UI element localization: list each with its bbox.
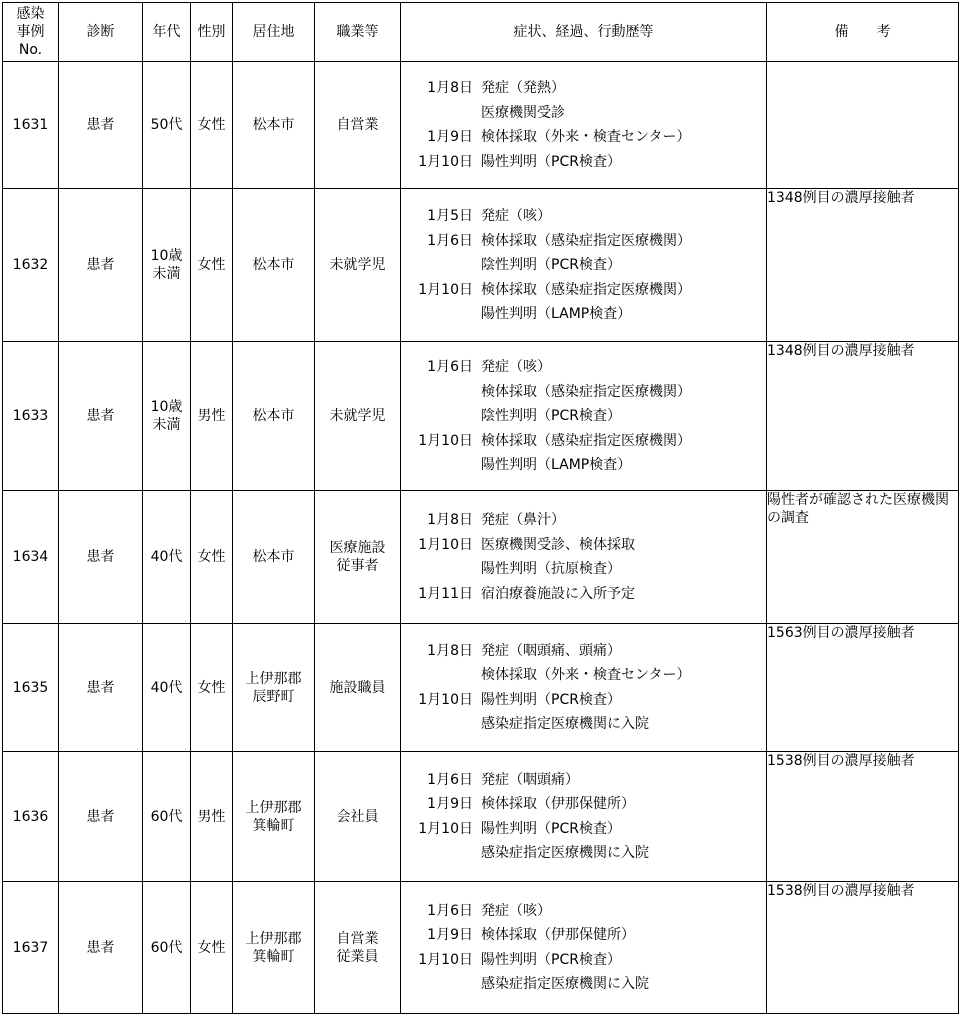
sex-cell: 男性	[191, 342, 233, 491]
age-cell-line: 未満	[152, 417, 181, 433]
history-text: 発症（鼻汁）	[481, 512, 565, 529]
occupation-cell	[315, 752, 401, 882]
history-text: 発症（咽頭痛、頭痛）	[481, 642, 621, 659]
history-entry	[401, 899, 766, 924]
history-entry	[401, 379, 766, 404]
residence-cell-line: 上伊那郡	[245, 670, 302, 687]
history-date: 1月10日	[418, 281, 473, 298]
diagnosis-cell: 患者	[59, 491, 143, 624]
age-cell	[143, 752, 191, 882]
age-cell	[143, 882, 191, 1014]
occupation-cell-line: 医療施設	[329, 540, 386, 556]
residence-cell-line: 松本市	[252, 117, 295, 133]
occupation-cell-line: 従事者	[336, 558, 379, 574]
history-cell	[401, 342, 767, 491]
occupation-cell	[315, 491, 401, 624]
occupation-cell	[315, 624, 401, 752]
diagnosis-cell: 患者	[59, 752, 143, 882]
age-cell	[143, 491, 191, 624]
history-date: 1月9日	[427, 129, 473, 146]
occupation-cell-line: 施設職員	[329, 679, 386, 696]
occupation-cell-line: 未就学児	[329, 257, 386, 273]
history-text: 陽性判明（LAMP検査）	[481, 306, 632, 322]
history-date: 1月5日	[427, 208, 473, 224]
history-cell	[401, 752, 767, 882]
table-row	[3, 342, 959, 491]
occupation-cell-line: 未就学児	[329, 408, 386, 424]
history-date: 1月11日	[418, 585, 473, 602]
age-cell-line: 40代	[150, 549, 183, 565]
age-cell	[143, 189, 191, 342]
sex-cell: 女性	[191, 189, 233, 342]
header-occupation: 職業等	[315, 3, 401, 62]
diagnosis-cell: 患者	[59, 342, 143, 491]
history-cell	[401, 62, 767, 189]
history-entry	[401, 453, 766, 478]
history-entry	[401, 508, 766, 533]
table-row	[3, 752, 959, 882]
case-no-cell: 1635	[3, 624, 59, 752]
age-cell-line: 60代	[150, 939, 183, 956]
note-cell: 1538例目の濃厚接触者	[767, 752, 959, 882]
history-entry	[401, 277, 766, 302]
table-row	[3, 491, 959, 624]
history-text: 医療機関受診、検体採取	[481, 536, 635, 553]
case-table	[2, 2, 959, 1014]
history-text: 陽性判明（PCR検査）	[481, 691, 621, 708]
history-date: 1月8日	[427, 80, 473, 97]
history-entry	[401, 712, 766, 737]
occupation-cell	[315, 62, 401, 189]
history-entry	[401, 768, 766, 793]
case-no-cell: 1637	[3, 882, 59, 1014]
header-notes	[767, 3, 959, 62]
age-cell-line: 未満	[152, 266, 181, 282]
history-entry	[401, 355, 766, 380]
history-text: 発症（咳）	[481, 208, 551, 224]
history-text: 宿泊療養施設に入所予定	[481, 585, 635, 602]
case-no-cell: 1631	[3, 62, 59, 189]
residence-cell-line: 辰野町	[252, 688, 295, 705]
note-cell: 1348例目の濃厚接触者	[767, 342, 959, 491]
residence-cell	[233, 882, 315, 1014]
history-date: 1月10日	[418, 820, 473, 837]
history-text: 陽性判明（PCR検査）	[481, 820, 621, 837]
history-entry	[401, 533, 766, 558]
history-cell	[401, 624, 767, 752]
history-entry	[401, 639, 766, 664]
history-text: 陽性判明（LAMP検査）	[481, 457, 632, 473]
case-no-cell: 1633	[3, 342, 59, 491]
residence-cell	[233, 342, 315, 491]
sex-cell: 女性	[191, 62, 233, 189]
history-date: 1月6日	[427, 902, 473, 919]
residence-cell-line: 箕輪町	[252, 817, 295, 834]
history-text: 検体採取（感染症指定医療機関）	[481, 383, 691, 400]
history-date: 1月10日	[418, 691, 473, 708]
history-date: 1月6日	[427, 771, 473, 788]
age-cell	[143, 342, 191, 491]
history-entry	[401, 792, 766, 817]
sex-cell: 女性	[191, 624, 233, 752]
case-no-cell: 1636	[3, 752, 59, 882]
history-text: 感染症指定医療機関に入院	[481, 976, 649, 993]
occupation-cell-line: 従業員	[336, 948, 379, 965]
residence-cell	[233, 752, 315, 882]
age-cell-line: 60代	[150, 808, 183, 825]
residence-cell	[233, 624, 315, 752]
occupation-cell-line: 自営業	[336, 930, 379, 947]
residence-cell-line: 上伊那郡	[245, 930, 302, 947]
residence-cell-line: 箕輪町	[252, 948, 295, 965]
history-entry	[401, 404, 766, 429]
table-row	[3, 189, 959, 342]
header-case-no-line: 感染	[16, 6, 45, 22]
residence-cell-line: 松本市	[252, 549, 295, 565]
history-text: 感染症指定医療機関に入院	[481, 716, 649, 733]
history-text: 陽性判明（抗原検査）	[481, 561, 621, 578]
history-entry	[401, 150, 766, 175]
history-text: 医療機関受診	[481, 104, 565, 121]
table-row	[3, 624, 959, 752]
age-cell	[143, 62, 191, 189]
history-text: 感染症指定医療機関に入院	[481, 845, 649, 862]
note-cell: 1538例目の濃厚接触者	[767, 882, 959, 1014]
age-cell-line: 40代	[150, 679, 183, 696]
history-text: 陰性判明（PCR検査）	[481, 408, 621, 424]
history-text: 検体採取（感染症指定医療機関）	[481, 432, 691, 449]
table-row	[3, 882, 959, 1014]
residence-cell	[233, 189, 315, 342]
age-cell-line: 10歳	[150, 248, 183, 264]
residence-cell	[233, 491, 315, 624]
history-text: 陽性判明（PCR検査）	[481, 153, 621, 170]
occupation-cell	[315, 342, 401, 491]
header-case-no	[3, 3, 59, 62]
history-entry	[401, 582, 766, 607]
history-entry	[401, 76, 766, 101]
history-entry	[401, 253, 766, 278]
history-text: 発症（発熱）	[481, 80, 565, 97]
history-entry	[401, 663, 766, 688]
history-entry	[401, 228, 766, 253]
case-no-cell: 1634	[3, 491, 59, 624]
residence-cell-line: 松本市	[252, 408, 295, 424]
history-entry	[401, 557, 766, 582]
residence-cell-line: 上伊那郡	[245, 799, 302, 816]
history-cell	[401, 882, 767, 1014]
history-text: 陰性判明（PCR検査）	[481, 257, 621, 273]
occupation-cell-line: 会社員	[336, 808, 379, 825]
history-text: 検体採取（伊那保健所）	[481, 927, 635, 944]
history-text: 検体採取（感染症指定医療機関）	[481, 232, 691, 249]
history-cell	[401, 491, 767, 624]
note-cell: 陽性者が確認された医療機関の調査	[767, 491, 959, 624]
diagnosis-cell: 患者	[59, 882, 143, 1014]
history-entry	[401, 948, 766, 973]
history-date: 1月8日	[427, 642, 473, 659]
diagnosis-cell: 患者	[59, 62, 143, 189]
history-date: 1月10日	[418, 951, 473, 968]
history-text: 発症（咳）	[481, 902, 551, 919]
residence-cell	[233, 62, 315, 189]
occupation-cell	[315, 882, 401, 1014]
occupation-cell-line: 自営業	[336, 117, 379, 133]
history-entry	[401, 688, 766, 713]
history-entry	[401, 428, 766, 453]
history-text: 検体採取（感染症指定医療機関）	[481, 281, 691, 298]
history-text: 陽性判明（PCR検査）	[481, 951, 621, 968]
header-case-no-line: 事例	[16, 24, 45, 40]
history-entry	[401, 972, 766, 997]
history-date: 1月6日	[427, 359, 473, 375]
history-entry	[401, 101, 766, 126]
header-residence: 居住地	[233, 3, 315, 62]
header-history: 症状、経過、行動歴等	[401, 3, 767, 62]
note-cell: 1563例目の濃厚接触者	[767, 624, 959, 752]
sex-cell: 男性	[191, 752, 233, 882]
history-cell	[401, 189, 767, 342]
history-text: 発症（咽頭痛）	[481, 771, 579, 788]
history-date: 1月6日	[427, 232, 473, 249]
history-date: 1月10日	[418, 536, 473, 553]
history-date: 1月8日	[427, 512, 473, 529]
note-cell	[767, 62, 959, 189]
sex-cell: 女性	[191, 491, 233, 624]
age-cell-line: 10歳	[150, 399, 183, 415]
diagnosis-cell: 患者	[59, 189, 143, 342]
header-age: 年代	[143, 3, 191, 62]
case-no-cell: 1632	[3, 189, 59, 342]
history-entry	[401, 204, 766, 229]
history-text: 発症（咳）	[481, 359, 551, 375]
table-row	[3, 62, 959, 189]
occupation-cell	[315, 189, 401, 342]
history-entry	[401, 302, 766, 327]
history-date: 1月10日	[418, 432, 473, 449]
header-diagnosis: 診断	[59, 3, 143, 62]
history-entry	[401, 817, 766, 842]
history-entry	[401, 125, 766, 150]
history-entry	[401, 841, 766, 866]
header-row	[3, 3, 959, 62]
header-notes-label: 備考	[834, 24, 919, 40]
history-text: 検体採取（外来・検査センター）	[481, 667, 691, 684]
history-text: 検体採取（外来・検査センター）	[481, 129, 691, 146]
history-entry	[401, 923, 766, 948]
history-date: 1月9日	[427, 927, 473, 944]
history-date: 1月10日	[418, 153, 473, 170]
history-text: 検体採取（伊那保健所）	[481, 796, 635, 813]
residence-cell-line: 松本市	[252, 257, 295, 273]
history-date: 1月9日	[427, 796, 473, 813]
header-case-no-line: No.	[18, 42, 43, 58]
age-cell-line: 50代	[150, 117, 183, 133]
diagnosis-cell: 患者	[59, 624, 143, 752]
header-sex: 性別	[191, 3, 233, 62]
note-cell: 1348例目の濃厚接触者	[767, 189, 959, 342]
sex-cell: 女性	[191, 882, 233, 1014]
age-cell	[143, 624, 191, 752]
